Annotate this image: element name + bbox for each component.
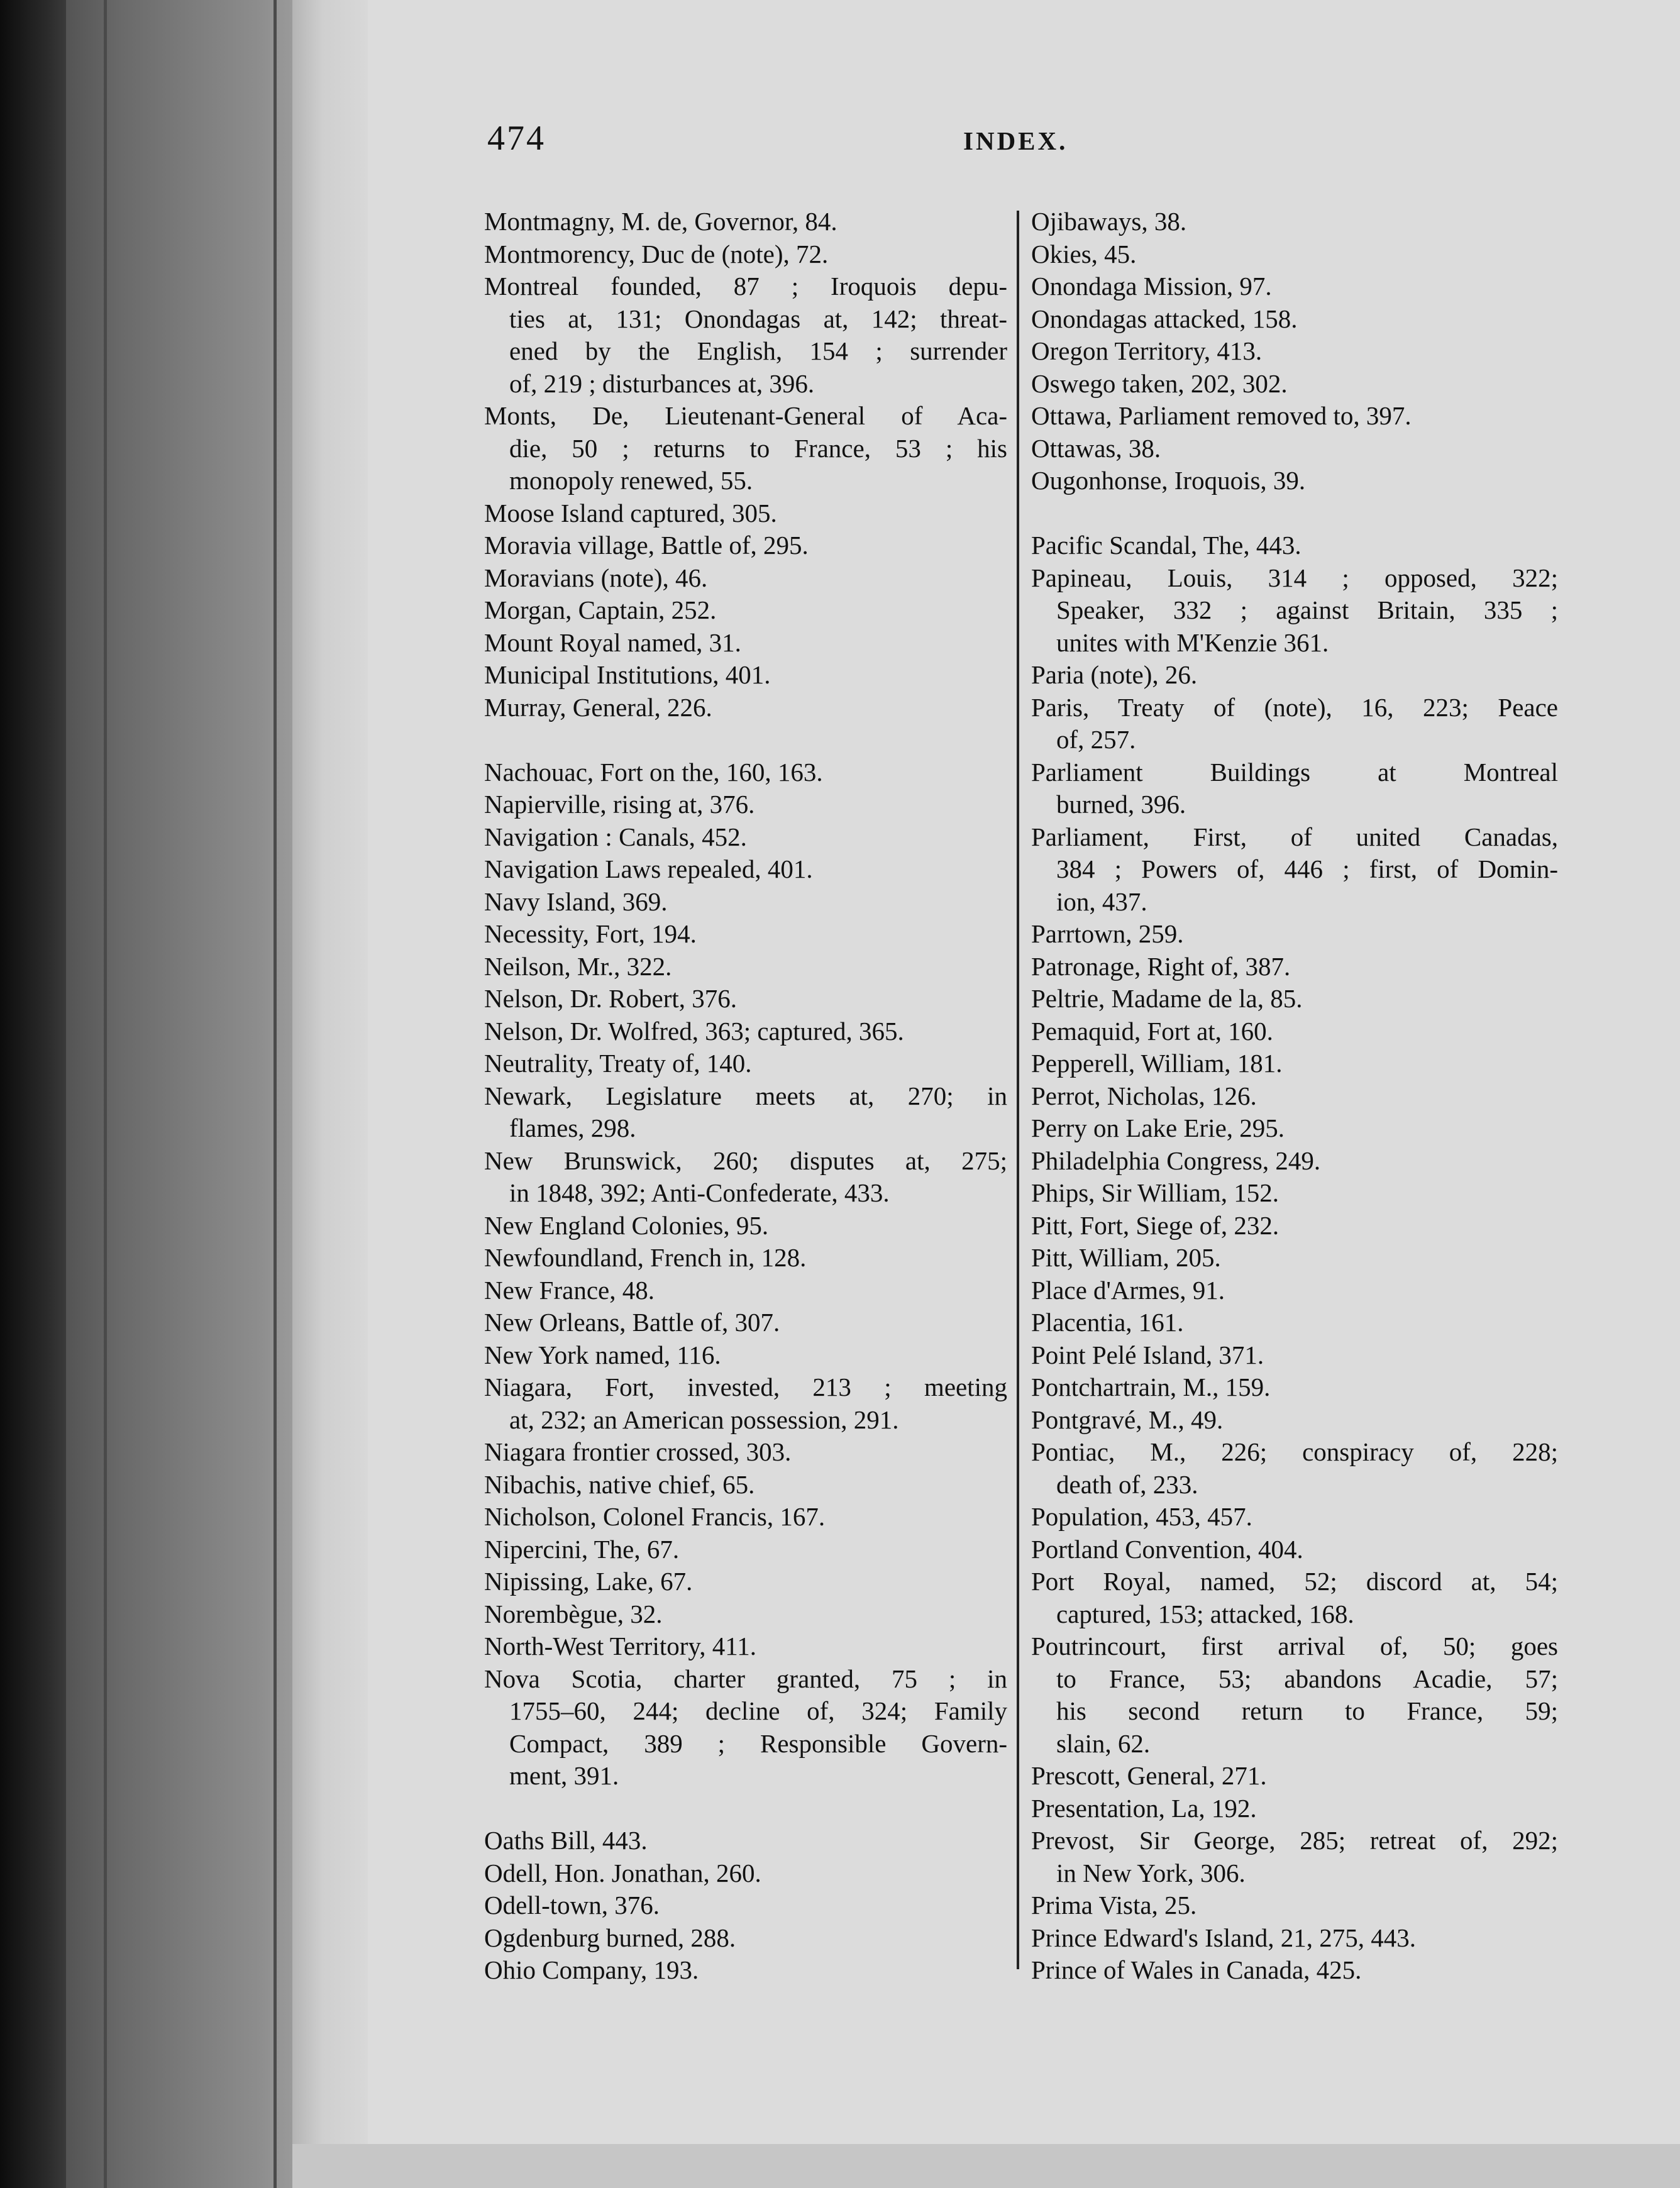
index-entry	[1031, 465, 1558, 497]
index-entry	[484, 983, 1007, 1015]
index-entry	[1031, 692, 1558, 756]
index-entry-line: Neutrality, Treaty of, 140.	[484, 1049, 752, 1078]
index-entry-line: Oregon Territory, 413.	[1031, 336, 1263, 365]
index-entry	[1031, 270, 1558, 303]
index-entry	[1031, 400, 1558, 433]
index-entry-line: Point Pelé Island, 371.	[1031, 1340, 1264, 1369]
index-entry-line: Nachouac, Fort on the, 160, 163.	[484, 757, 823, 787]
index-entry	[484, 1825, 1007, 1857]
index-entry-line: Prevost, Sir George, 285; retreat of, 292;	[1031, 1826, 1558, 1855]
index-entry-line: New England Colonies, 95.	[484, 1210, 769, 1240]
index-entry-line: death of, 233.	[1056, 1469, 1198, 1499]
page-number: 474	[487, 119, 546, 158]
index-entry	[1031, 1371, 1558, 1404]
index-entry	[1031, 1177, 1558, 1210]
index-entry-line: Newark, Legislature meets at, 270; in	[484, 1081, 1007, 1110]
index-entry	[484, 1436, 1007, 1469]
index-entry-line: ion, 437.	[1056, 887, 1147, 916]
index-entry-line: ment, 391.	[509, 1761, 619, 1790]
index-entry	[1031, 756, 1558, 821]
index-entry	[1031, 983, 1558, 1015]
index-entry	[484, 1274, 1007, 1307]
spine-line	[274, 0, 277, 2188]
index-entry-line: Nelson, Dr. Wolfred, 363; captured, 365.	[484, 1016, 904, 1046]
index-entry-line: ties at, 131; Onondagas at, 142; threat-	[509, 304, 1007, 333]
index-entry-line: Pepperell, William, 181.	[1031, 1049, 1283, 1078]
index-entry	[1031, 1566, 1558, 1630]
index-entry-line: Place d'Armes, 91.	[1031, 1275, 1225, 1305]
index-entry-line: Nicholson, Colonel Francis, 167.	[484, 1502, 826, 1531]
index-entry-line: die, 50 ; returns to France, 53 ; his	[509, 433, 1007, 463]
index-entry	[484, 627, 1007, 660]
spine-line	[104, 0, 107, 2188]
index-entry	[1031, 659, 1558, 692]
index-entry-line: Pitt, Fort, Siege of, 232.	[1031, 1210, 1279, 1240]
index-entry-line: Navigation Laws repealed, 401.	[484, 854, 813, 883]
index-entry	[484, 821, 1007, 854]
index-entry-line: Perry on Lake Erie, 295.	[1031, 1113, 1285, 1142]
index-entry	[484, 1663, 1007, 1793]
index-entry-line: Montreal founded, 87 ; Iroquois depu-	[484, 272, 1007, 301]
index-entry-line: Newfoundland, French in, 128.	[484, 1243, 807, 1272]
index-entry	[484, 1630, 1007, 1663]
index-entry-line: Parliament Buildings at Montreal	[1031, 757, 1558, 787]
index-entry	[484, 1922, 1007, 1955]
index-entry	[484, 594, 1007, 627]
index-entry	[484, 788, 1007, 821]
index-entry-line: Okies, 45.	[1031, 239, 1137, 268]
index-entry-line: Norembègue, 32.	[484, 1599, 663, 1628]
index-entry-line: Nelson, Dr. Robert, 376.	[484, 984, 737, 1013]
index-entry-line: New Orleans, Battle of, 307.	[484, 1308, 780, 1337]
index-entry-line: Compact, 389 ; Responsible Govern-	[509, 1728, 1007, 1758]
index-entry	[484, 1501, 1007, 1533]
index-entry-line: Navy Island, 369.	[484, 887, 668, 916]
index-entry	[1031, 1630, 1558, 1760]
index-entry	[484, 692, 1007, 724]
index-entry	[484, 1047, 1007, 1080]
index-entry-line: Ougonhonse, Iroquois, 39.	[1031, 466, 1306, 495]
index-entry-line: Ottawa, Parliament removed to, 397.	[1031, 401, 1412, 430]
index-entry-line: to France, 53; abandons Acadie, 57;	[1056, 1664, 1558, 1693]
index-entry	[1031, 238, 1558, 271]
book-spine	[66, 0, 292, 2188]
index-entry	[1031, 1015, 1558, 1048]
index-entry-line: Ottawas, 38.	[1031, 433, 1161, 463]
index-entry-line: Phips, Sir William, 152.	[1031, 1178, 1279, 1207]
index-entry-line: his second return to France, 59;	[1056, 1696, 1558, 1725]
index-entry-line: Prince of Wales in Canada, 425.	[1031, 1955, 1362, 1984]
index-entry-line: Moravians (note), 46.	[484, 563, 708, 592]
index-entry	[484, 238, 1007, 271]
index-entry-line: Niagara, Fort, invested, 213 ; meeting	[484, 1373, 1007, 1401]
section-gap	[1031, 497, 1558, 530]
index-entry-line: Montmorency, Duc de (note), 72.	[484, 239, 829, 268]
index-entry	[1031, 1760, 1558, 1793]
index-entry	[484, 918, 1007, 951]
index-entry	[484, 400, 1007, 497]
index-entry-line: Pontiac, M., 226; conspiracy of, 228;	[1031, 1437, 1558, 1466]
scan-dark-edge	[0, 0, 66, 2188]
index-entry-line: Neilson, Mr., 322.	[484, 951, 672, 981]
index-entry	[484, 1533, 1007, 1566]
index-entry-line: Population, 453, 457.	[1031, 1502, 1252, 1531]
index-entry	[1031, 951, 1558, 983]
index-entry	[484, 951, 1007, 983]
index-entry-line: of, 257.	[1056, 725, 1136, 754]
index-entry-line: Moose Island captured, 305.	[484, 498, 777, 528]
index-entry-line: Speaker, 332 ; against Britain, 335 ;	[1056, 595, 1558, 624]
index-entry-line: Pontchartrain, M., 159.	[1031, 1373, 1271, 1401]
index-entry-line: Ohio Company, 193.	[484, 1955, 699, 1984]
index-entry-line: Nipercini, The, 67.	[484, 1534, 680, 1564]
index-entry-line: Parrtown, 259.	[1031, 919, 1184, 948]
index-entry	[1031, 1210, 1558, 1242]
index-entry	[1031, 1339, 1558, 1372]
index-entry	[1031, 529, 1558, 562]
index-entry	[1031, 1922, 1558, 1955]
index-entry	[484, 1469, 1007, 1501]
section-gap	[484, 724, 1007, 756]
index-column-left	[484, 206, 1007, 1987]
index-entry	[1031, 1242, 1558, 1274]
index-entry-line: Nova Scotia, charter granted, 75 ; in	[484, 1664, 1007, 1693]
index-entry	[1031, 1533, 1558, 1566]
index-entry	[1031, 335, 1558, 368]
index-entry	[484, 1857, 1007, 1890]
index-entry-line: captured, 153; attacked, 168.	[1056, 1599, 1354, 1628]
page-gutter	[292, 0, 368, 2188]
index-entry-line: Patronage, Right of, 387.	[1031, 951, 1291, 981]
index-entry-line: Odell-town, 376.	[484, 1891, 660, 1920]
index-entry-line: Navigation : Canals, 452.	[484, 822, 747, 851]
index-entry	[484, 1566, 1007, 1598]
index-entry	[484, 1210, 1007, 1242]
index-entry	[484, 562, 1007, 595]
index-entry	[1031, 1112, 1558, 1145]
index-entry	[1031, 1954, 1558, 1987]
index-entry-line: slain, 62.	[1056, 1728, 1151, 1758]
index-entry-line: Moravia village, Battle of, 295.	[484, 531, 809, 560]
index-entry-line: Necessity, Fort, 194.	[484, 919, 697, 948]
index-entry	[484, 886, 1007, 919]
index-entry	[1031, 1080, 1558, 1113]
index-entry-line: monopoly renewed, 55.	[509, 466, 753, 495]
index-entry	[1031, 1436, 1558, 1501]
column-divider	[1017, 211, 1019, 1969]
index-entry	[484, 1954, 1007, 1987]
index-entry-line: Nipissing, Lake, 67.	[484, 1567, 693, 1596]
index-entry-line: Niagara frontier crossed, 303.	[484, 1437, 792, 1466]
index-entry-line: unites with M'Kenzie 361.	[1056, 627, 1329, 657]
index-entry-line: Oaths Bill, 443.	[484, 1826, 648, 1855]
index-entry-line: Murray, General, 226.	[484, 692, 712, 722]
index-entry	[1031, 1889, 1558, 1922]
index-entry	[1031, 1145, 1558, 1178]
index-entry-line: at, 232; an American possession, 291.	[509, 1405, 899, 1434]
index-entry	[1031, 821, 1558, 919]
index-entry	[1031, 1501, 1558, 1533]
index-entry	[1031, 1047, 1558, 1080]
index-entry-line: Montmagny, M. de, Governor, 84.	[484, 207, 837, 236]
index-entry	[1031, 206, 1558, 238]
index-entry	[484, 497, 1007, 530]
index-entry-line: Prince Edward's Island, 21, 275, 443.	[1031, 1923, 1417, 1952]
index-entry-line: Papineau, Louis, 314 ; opposed, 322;	[1031, 563, 1558, 592]
index-entry-line: New York named, 116.	[484, 1340, 721, 1369]
index-entry-line: flames, 298.	[509, 1113, 636, 1142]
index-entry	[484, 206, 1007, 238]
index-entry-line: Presentation, La, 192.	[1031, 1793, 1257, 1823]
index-entry-line: Parliament, First, of united Canadas,	[1031, 822, 1558, 851]
index-entry-line: burned, 396.	[1056, 790, 1186, 819]
index-entry-line: Philadelphia Congress, 249.	[1031, 1146, 1321, 1175]
index-entry	[484, 1889, 1007, 1922]
index-entry	[1031, 918, 1558, 951]
index-entry-line: Portland Convention, 404.	[1031, 1534, 1303, 1564]
index-entry-line: Monts, De, Lieutenant-General of Aca-	[484, 401, 1007, 430]
index-entry-line: Perrot, Nicholas, 126.	[1031, 1081, 1257, 1110]
index-entry-line: of, 219 ; disturbances at, 396.	[509, 368, 815, 398]
index-entry-line: Odell, Hon. Jonathan, 260.	[484, 1858, 761, 1887]
index-entry	[484, 1080, 1007, 1145]
index-entry	[484, 1371, 1007, 1436]
index-entry-line: in New York, 306.	[1056, 1858, 1246, 1887]
index-column-right	[1031, 206, 1558, 1987]
page-bottom-edge	[292, 2144, 1680, 2188]
index-entry	[1031, 303, 1558, 336]
index-entry-line: Pontgravé, M., 49.	[1031, 1405, 1224, 1434]
index-entry	[484, 1242, 1007, 1274]
index-entry-line: Onondagas attacked, 158.	[1031, 304, 1298, 333]
index-entry-line: Prima Vista, 25.	[1031, 1891, 1197, 1920]
index-entry-line: Poutrincourt, first arrival of, 50; goes	[1031, 1632, 1558, 1660]
index-entry	[484, 853, 1007, 886]
index-entry	[484, 1015, 1007, 1048]
index-entry-line: Ojibaways, 38.	[1031, 207, 1187, 236]
index-entry-line: in 1848, 392; Anti-Confederate, 433.	[509, 1178, 890, 1207]
index-entry-line: North-West Territory, 411.	[484, 1632, 756, 1660]
index-entry	[484, 1307, 1007, 1339]
index-entry	[484, 270, 1007, 400]
index-entry	[1031, 433, 1558, 465]
index-entry-line: Pemaquid, Fort at, 160.	[1031, 1016, 1273, 1046]
index-entry-line: Morgan, Captain, 252.	[484, 595, 717, 624]
index-entry-line: Oswego taken, 202, 302.	[1031, 368, 1288, 398]
index-entry-line: Port Royal, named, 52; discord at, 54;	[1031, 1567, 1558, 1596]
index-entry	[1031, 368, 1558, 401]
index-entry	[484, 529, 1007, 562]
index-entry	[484, 1598, 1007, 1631]
index-entry-line: Onondaga Mission, 97.	[1031, 272, 1272, 301]
index-entry-line: Pitt, William, 205.	[1031, 1243, 1221, 1272]
section-gap	[484, 1793, 1007, 1825]
index-entry	[1031, 562, 1558, 660]
index-entry	[484, 1339, 1007, 1372]
index-entry-line: Mount Royal named, 31.	[484, 627, 741, 657]
index-entry	[1031, 1274, 1558, 1307]
index-entry-line: Nibachis, native chief, 65.	[484, 1469, 755, 1499]
index-entry-line: 1755–60, 244; decline of, 324; Family	[509, 1696, 1007, 1725]
index-entry-line: New France, 48.	[484, 1275, 655, 1305]
index-entry-line: Paria (note), 26.	[1031, 660, 1198, 689]
index-entry-line: Placentia, 161.	[1031, 1308, 1184, 1337]
index-entry-line: Prescott, General, 271.	[1031, 1761, 1267, 1790]
index-entry-line: New Brunswick, 260; disputes at, 275;	[484, 1146, 1007, 1175]
index-entry-line: Paris, Treaty of (note), 16, 223; Peace	[1031, 692, 1558, 722]
index-entry-line: Napierville, rising at, 376.	[484, 790, 755, 819]
index-entry-line: ened by the English, 154 ; surrender	[509, 336, 1007, 365]
index-entry	[1031, 1404, 1558, 1437]
index-entry-line: 384 ; Powers of, 446 ; first, of Domin-	[1056, 854, 1558, 883]
index-entry	[484, 659, 1007, 692]
index-entry-line: Municipal Institutions, 401.	[484, 660, 771, 689]
index-entry	[484, 756, 1007, 789]
index-entry-line: Pacific Scandal, The, 443.	[1031, 531, 1301, 560]
running-head-title: INDEX.	[963, 126, 1068, 155]
index-entry-line: Ogdenburg burned, 288.	[484, 1923, 736, 1952]
index-entry	[1031, 1307, 1558, 1339]
index-entry	[1031, 1825, 1558, 1889]
index-entry	[484, 1145, 1007, 1210]
index-entry	[1031, 1793, 1558, 1825]
index-entry-line: Peltrie, Madame de la, 85.	[1031, 984, 1303, 1013]
